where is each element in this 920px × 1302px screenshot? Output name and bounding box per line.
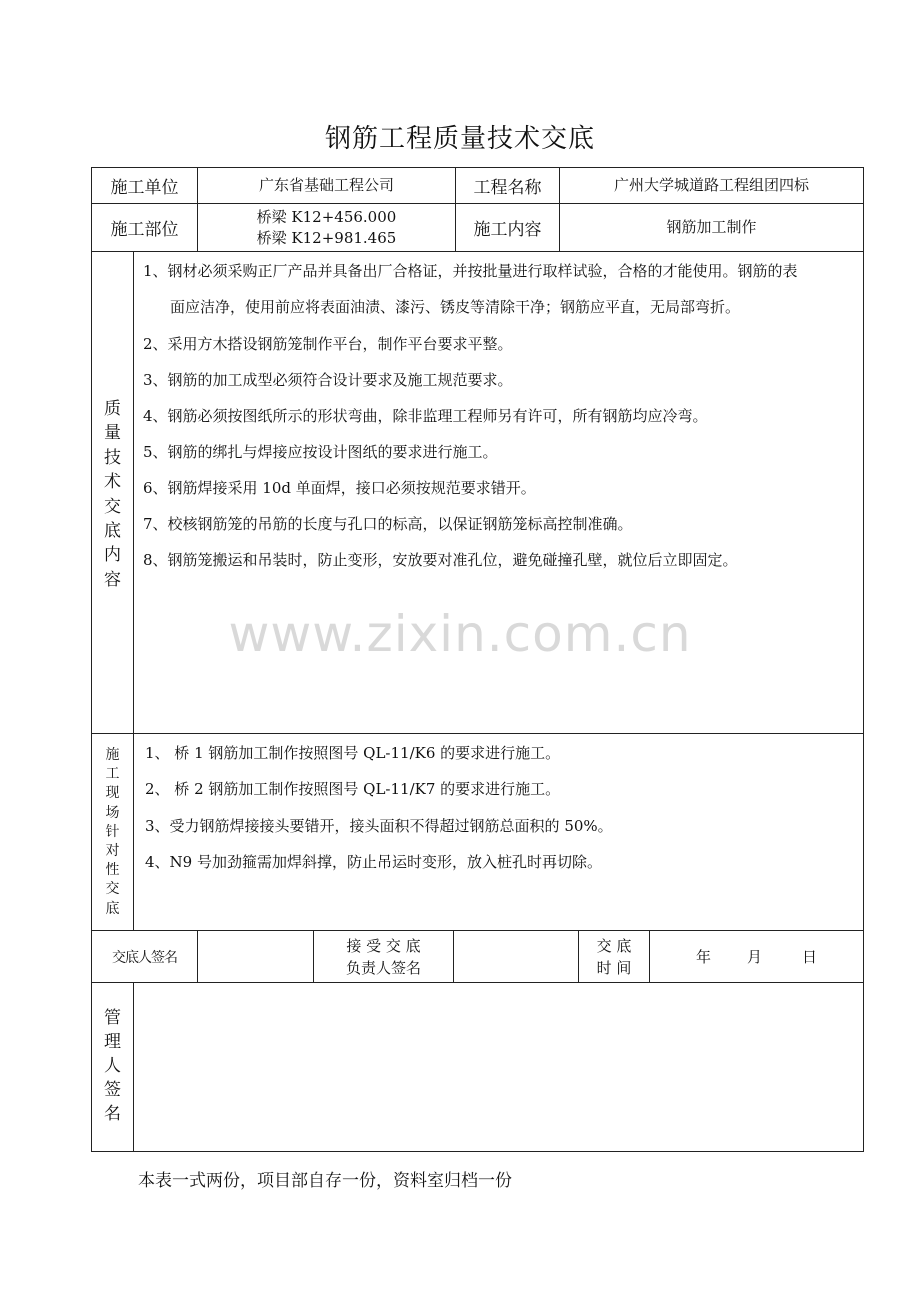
handover-date-field[interactable] — [650, 931, 863, 982]
site-section-label — [92, 746, 133, 919]
time-label-line: 时 间 — [596, 958, 632, 977]
label-char: 对 — [105, 843, 120, 860]
handover-time-label — [579, 931, 649, 982]
label-char: 场 — [105, 804, 120, 821]
footer-note: 本表一式两份，项目部自存一份，资料室归档一份 — [138, 1171, 512, 1191]
quality-item: 6、钢筋焊接采用 10d 单面焊，接口必须按规范要求错开。 — [143, 479, 536, 497]
site-item: 4、N9 号加劲箍需加焊斜撑，防止吊运时变形，放入桩孔时再切除。 — [145, 853, 602, 871]
document-title: 钢筋工程质量技术交底 — [324, 124, 595, 154]
site-item: 1、 桥 1 钢筋加工制作按照图号 QL-11/K6 的要求进行施工。 — [145, 744, 561, 762]
label-char: 人 — [104, 1056, 121, 1076]
construction-part-line: 桥梁 K12+456.000 — [256, 207, 397, 226]
time-label-line: 交 底 — [596, 936, 632, 955]
construction-part-value — [198, 204, 455, 251]
date-day: 日 — [802, 948, 818, 966]
label-char: 量 — [104, 423, 121, 444]
quality-item: 1、钢材必须采购正厂产品并具备出厂合格证，并按批量进行取样试验，合格的才能使用。钢筋的表 — [143, 262, 798, 280]
label-char: 内 — [104, 545, 121, 566]
construction-unit-label: 施工单位 — [110, 178, 179, 198]
label-char: 容 — [104, 569, 121, 590]
handover-signature-label: 交底人签名 — [112, 949, 177, 966]
quality-item: 3、钢筋的加工成型必须符合设计要求及施工规范要求。 — [143, 371, 513, 389]
col-divider — [133, 251, 134, 930]
label-char: 底 — [104, 521, 121, 542]
project-name-label: 工程名称 — [473, 178, 542, 198]
handover-signature-field[interactable] — [198, 931, 313, 982]
label-char: 名 — [104, 1104, 121, 1124]
project-name-value: 广州大学城道路工程组团四标 — [613, 176, 809, 194]
date-month: 月 — [746, 948, 762, 966]
label-char: 性 — [105, 862, 120, 879]
label-char: 管 — [104, 1008, 121, 1028]
label-char: 理 — [104, 1032, 121, 1052]
site-item: 2、 桥 2 钢筋加工制作按照图号 QL-11/K7 的要求进行施工。 — [145, 780, 561, 798]
label-char: 底 — [105, 900, 120, 917]
label-char: 交 — [105, 881, 120, 898]
receiver-signature-field[interactable] — [454, 931, 578, 982]
manager-signature-field[interactable] — [134, 983, 863, 1151]
construction-part-label: 施工部位 — [110, 220, 179, 240]
construction-part-line: 桥梁 K12+981.465 — [256, 228, 397, 247]
row-divider — [91, 251, 863, 252]
manager-signature-label — [92, 1006, 133, 1126]
watermark: www.zixin.com.cn — [228, 605, 692, 663]
label-char: 工 — [105, 766, 120, 783]
label-char: 现 — [105, 785, 120, 802]
receiver-signature-label — [314, 931, 453, 982]
label-char: 签 — [104, 1080, 121, 1100]
construction-unit-value: 广东省基础工程公司 — [258, 176, 394, 194]
receiver-label-line: 负责人签名 — [345, 958, 421, 977]
row-divider — [91, 733, 863, 734]
quality-item: 8、钢筋笼搬运和吊装时，防止变形，安放要对准孔位，避免碰撞孔壁，就位后立即固定。 — [143, 551, 738, 569]
quality-item: 5、钢筋的绑扎与焊接应按设计图纸的要求进行施工。 — [143, 443, 498, 461]
label-char: 术 — [104, 472, 121, 493]
construction-content-value: 钢筋加工制作 — [666, 218, 757, 236]
table-border-bottom — [91, 1151, 864, 1152]
quality-item-continuation: 面应洁净，使用前应将表面油渍、漆污、锈皮等清除干净；钢筋应平直，无局部弯折。 — [170, 298, 741, 316]
label-char: 交 — [104, 496, 121, 517]
label-char: 技 — [104, 447, 121, 468]
label-char: 施 — [105, 747, 120, 763]
site-item: 3、受力钢筋焊接接头要错开，接头面积不得超过钢筋总面积的 50%。 — [145, 817, 613, 835]
date-year: 年 — [695, 948, 711, 966]
quality-item: 7、校核钢筋笼的吊筋的长度与孔口的标高，以保证钢筋笼标高控制准确。 — [143, 515, 633, 533]
label-char: 质 — [104, 399, 121, 419]
quality-section-label — [92, 397, 133, 592]
label-char: 针 — [105, 823, 120, 840]
quality-item: 2、采用方木搭设钢筋笼制作平台，制作平台要求平整。 — [143, 335, 513, 353]
receiver-label-line: 接 受 交 底 — [346, 936, 421, 955]
quality-item: 4、钢筋必须按图纸所示的形状弯曲，除非监理工程师另有许可，所有钢筋均应冷弯。 — [143, 407, 708, 425]
construction-content-label: 施工内容 — [473, 220, 542, 240]
